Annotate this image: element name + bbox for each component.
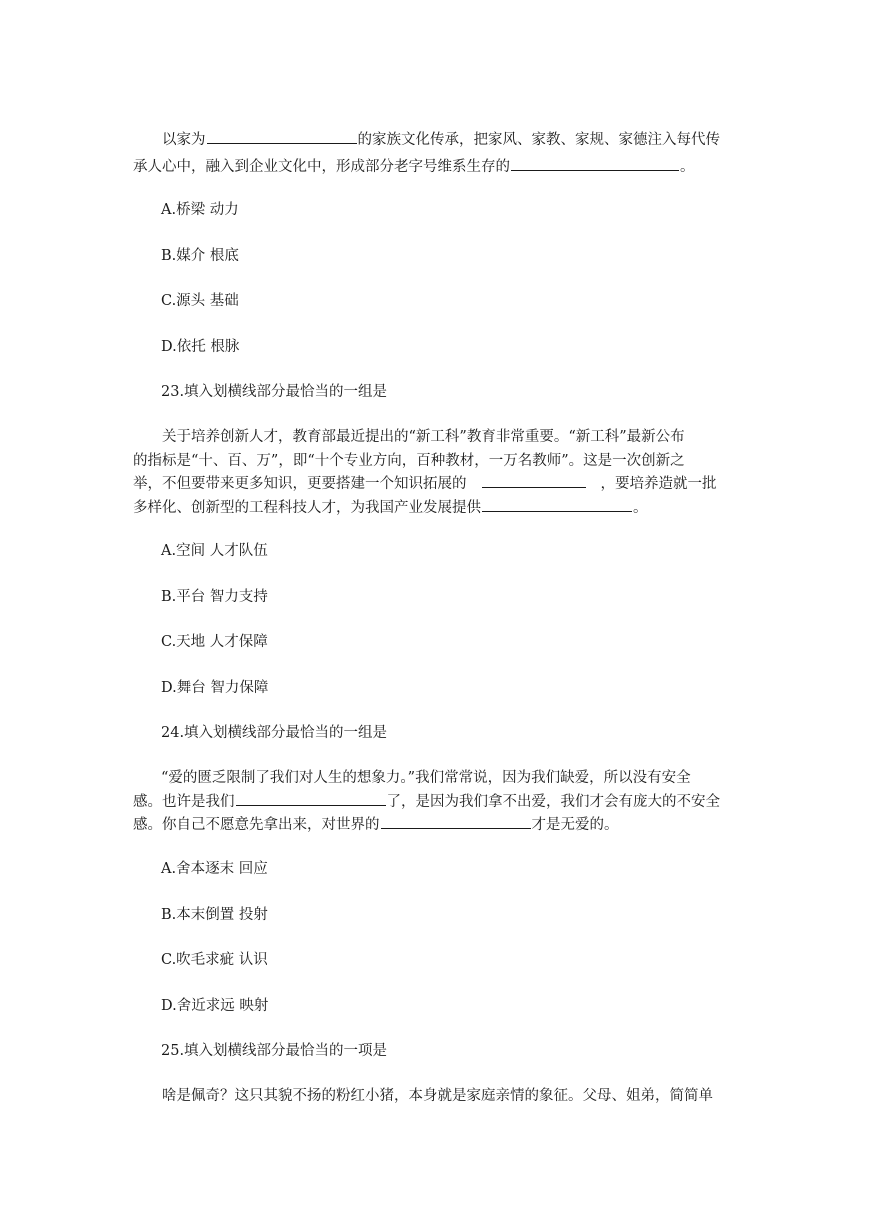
passage-line: [133, 155, 695, 176]
answer-blank: [381, 814, 531, 829]
option-d: D.舍近求远 映射: [161, 998, 269, 1014]
answer-blank: [482, 473, 586, 488]
passage-text: 才是无爱的。: [531, 817, 619, 833]
option-a: A.舍本逐末 回应: [161, 861, 268, 877]
passage-text: 感。也许是我们: [133, 794, 235, 810]
question-title: 24.填入划横线部分最恰当的一组是: [161, 725, 388, 741]
answer-blank: [236, 791, 386, 806]
answer-blank: [207, 129, 357, 144]
option-a: A.空间 人才队伍: [161, 543, 268, 559]
passage-text: 感。你自己不愿意先拿出来，对世界的: [133, 817, 380, 833]
passage-line: [133, 813, 619, 834]
passage-line: [133, 128, 720, 149]
passage-text: 承人心中，融入到企业文化中，形成部分老字号维系生存的: [133, 159, 510, 175]
passage-text: 举，不但要带来更多知识，更要搭建一个知识拓展的: [133, 476, 467, 492]
answer-blank: [511, 156, 679, 171]
question-title: 23.填入划横线部分最恰当的一组是: [161, 384, 388, 400]
passage-text: 多样化、创新型的工程科技人才，为我国产业发展提供: [133, 500, 481, 516]
option-d: D.舞台 智力保障: [161, 680, 269, 696]
passage-line: [133, 472, 717, 493]
question-title: 25.填入划横线部分最恰当的一项是: [161, 1043, 388, 1059]
passage-line: [133, 790, 720, 811]
option-b: B.媒介 根底: [161, 248, 239, 264]
passage-text: 了，是因为我们拿不出爱，我们才会有庞大的不安全: [386, 794, 720, 810]
passage-text: ，要培养造就一批: [600, 476, 717, 492]
option-d: D.依托 根脉: [161, 339, 240, 355]
option-b: B.本末倒置 投射: [161, 907, 268, 923]
option-c: C.吹毛求疵 认识: [161, 952, 268, 968]
option-c: C.源头 基础: [161, 293, 239, 309]
passage-text: 。: [633, 500, 648, 516]
option-b: B.平台 智力支持: [161, 589, 268, 605]
passage-text: 的家族文化传承，把家风、家教、家规、家德注入每代传: [357, 132, 720, 148]
passage-line: [133, 496, 648, 517]
passage-line: 的指标是“十、百、万”，即“十个专业方向，百种教材，一万名教师”。这是一次创新之: [133, 453, 685, 469]
passage-text: 以家为: [162, 132, 206, 148]
option-c: C.天地 人才保障: [161, 634, 268, 650]
option-a: A.桥梁 动力: [161, 202, 239, 218]
passage-line: “爱的匮乏限制了我们对人生的想象力。”我们常常说，因为我们缺爱，所以没有安全: [161, 770, 691, 786]
answer-blank: [482, 497, 632, 512]
passage-line: 关于培养创新人才，教育部最近提出的“新工科”教育非常重要。“新工科”最新公布: [162, 429, 685, 445]
passage-line: 啥是佩奇？这只其貌不扬的粉红小猪，本身就是家庭亲情的象征。父母、姐弟，简简单: [162, 1088, 713, 1104]
passage-text: 。: [680, 159, 695, 175]
